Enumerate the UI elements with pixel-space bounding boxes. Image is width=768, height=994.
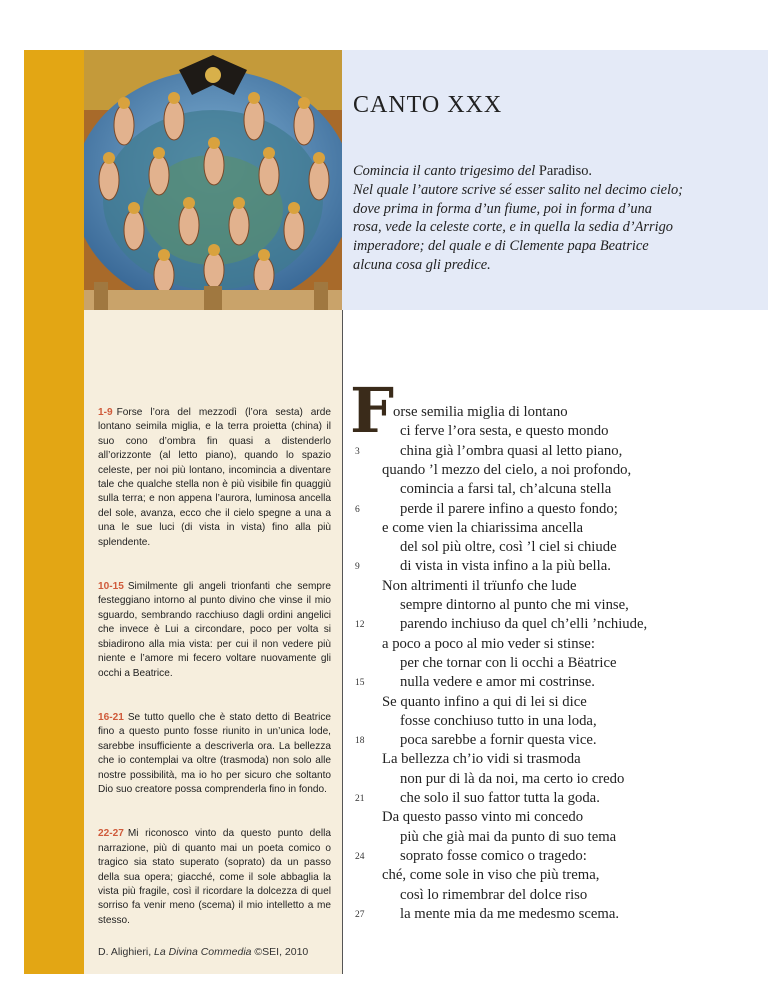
verse-number: 27 — [355, 909, 365, 920]
illuminated-miniature — [84, 50, 342, 310]
summary-line: imperadore; del quale e di Clemente papa Beatrice — [353, 238, 649, 255]
poem-line: comincia a farsi tal, ch’alcuna stella — [400, 481, 612, 498]
summary-line: Comincia il canto trigesimo del Paradiso. — [353, 163, 593, 179]
poem-line: sempre dintorno al punto che mi vinse, — [400, 597, 629, 613]
poem-line: e come vien la chiarissima ancella — [382, 519, 584, 536]
footer-credit: D. Alighieri, La Divina Commedia ©SEI, 2010 — [98, 946, 309, 958]
poem-line: quando ’l mezzo del cielo, a noi profondo, — [382, 461, 632, 478]
poem-line: più che già mai da punto di suo tema — [400, 828, 617, 845]
poem-line: La bellezza ch’io vidi si trasmoda — [382, 751, 581, 768]
verse-number: 24 — [355, 851, 365, 862]
poem-line: fosse conchiuso tutto in una loda, — [400, 712, 597, 729]
note-ref: 10-15 — [98, 581, 124, 593]
summary-line: alcuna cosa gli predice. — [353, 256, 491, 273]
poem-line: Non altrimenti il trïunfo che lude — [382, 577, 577, 594]
note-ref: 1-9 — [98, 407, 113, 418]
poem-line: del sol più oltre, così ’l ciel si chiude — [400, 539, 617, 556]
poem-line: Da questo passo vinto mi concedo — [382, 809, 584, 826]
canto-title: CANTO XXX — [353, 92, 503, 118]
note-text: Se tutto quello che è stato detto di Beatrice fino a questo punto fosse riunito in un’unica lode, sarebbe insufficiente a descriverla ora. La bellezza che io contemplai va oltre (trasmoda) non solo alle nostre possibilità, ma io ho per sicuro che soltanto Dio suo creatore possa comprenderla fino in fondo. — [98, 711, 331, 795]
poem-line: ci ferve l’ora sesta, e questo mondo — [400, 423, 609, 440]
drop-cap: F — [350, 374, 395, 447]
gold-band — [24, 50, 84, 974]
note-10-15 — [98, 580, 331, 681]
poem-line: non pur di là da noi, ma certo io credo — [400, 770, 625, 787]
poem-line: ché, come sole in viso che più trema, — [382, 867, 600, 884]
note-16-21 — [98, 711, 331, 797]
miniature-image — [84, 50, 342, 310]
poem-line: poca sarebbe a fornir questa vice. — [400, 732, 597, 749]
summary-line: dove prima in forma d’un fiume, poi in forma d’una — [353, 200, 652, 217]
verse-number: 9 — [355, 562, 360, 573]
commentary-notes — [98, 406, 331, 958]
column-divider — [342, 310, 343, 974]
note-22-27 — [98, 827, 331, 928]
poem-line: Se quanto infino a qui di lei si dice — [382, 693, 587, 710]
verse-number: 3 — [355, 446, 360, 457]
summary-line: rosa, vede la celeste corte, e in quella la sedia d’Arrigo — [353, 219, 673, 236]
poem-line: parendo inchiuso da quel ch’elli ’nchiude, — [400, 616, 648, 633]
poem-line: così lo rimembrar del dolce riso — [400, 886, 588, 903]
verse-number: 18 — [355, 736, 365, 747]
verse-number: 21 — [355, 794, 365, 804]
poem-line: china già l’ombra quasi al letto piano, — [400, 442, 623, 459]
poem-line: perde il parere infino a questo fondo; — [400, 500, 618, 517]
verse-number: 6 — [355, 504, 360, 515]
poem-line: che solo il suo fattor tutta la goda. — [400, 790, 600, 806]
summary-line: Nel quale l’autore scrive sé esser salito nel decimo cielo; — [353, 181, 683, 198]
poem-line: a poco a poco al mio veder si stinse: — [382, 635, 595, 652]
note-1-9 — [98, 406, 331, 550]
note-text: Similmente gli angeli trionfanti che sempre festeggiano intorno al punto divino che vinse il mio sguardo, sembrando racchiuso dagli ordini angelici che invece è Lui a circondare, poco per volta si sbiadirono alla mia vista: per cui il non vedere più niente e l’amore mi fecero voltare nuovamente gli occhi a Beatrice. — [98, 581, 331, 679]
note-text: Forse l’ora del mezzodì (l’ora sesta) arde lontano seimila miglia, e la terra proietta (china) il suo cono d’ombra fin quasi a distenderlo all’orizzonte (al letto piano), quando lo spazio celeste, per noi più lontano, incomincia a diventare tale che qualche stella non è più visibile fin quaggiù sulla terra; e non appena l’aurora, luminosa ancella del sole, avanza, ecco che il cielo spegne a una a una le sue luci (di vista in vista) fino alla più splendente. — [98, 407, 331, 548]
note-ref: 22-27 — [98, 828, 124, 840]
poem-line: orse semilia miglia di lontano — [393, 404, 568, 420]
poem-line: la mente mia da me medesmo scema. — [400, 905, 620, 922]
poem-line: soprato fosse comico o tragedo: — [400, 847, 587, 864]
poem-line: per che tornar con li occhi a Bëatrice — [400, 654, 617, 671]
note-text: Mi riconosco vinto da questo punto della narrazione, più di quanto mai un poeta comico o tragico sia stato superato (soprato) da un passo della sua opera; giacché, come il sole abbaglia la vista più fragile, così il ricordare la dolcezza di quel sorriso fa venir meno (scema) il mio intelletto a me stesso. — [98, 828, 331, 926]
note-ref: 16-21 — [98, 711, 124, 723]
poem-line: di vista in vista infino a la più bella. — [400, 558, 611, 575]
verse-number: 12 — [355, 620, 365, 631]
poem-line: nulla vedere e amor mi costrinse. — [400, 674, 595, 691]
verse-number: 15 — [355, 678, 365, 689]
canto-summary — [353, 162, 753, 275]
